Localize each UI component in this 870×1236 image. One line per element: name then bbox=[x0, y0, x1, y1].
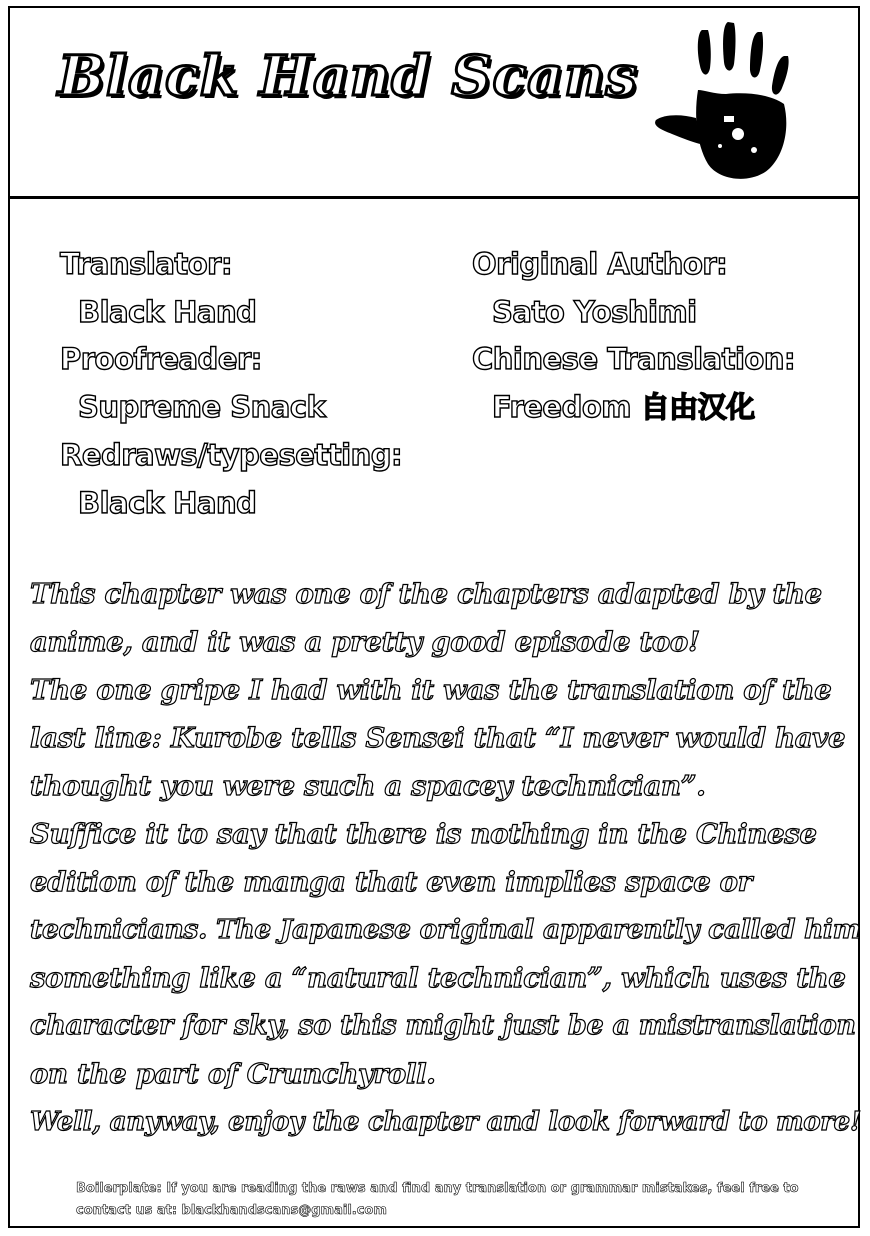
credit-role-original-author: Original Author: bbox=[472, 247, 728, 281]
note-line: on the part of Crunchyroll. bbox=[30, 1058, 436, 1090]
credit-role-proofreader: Proofreader: bbox=[60, 342, 262, 376]
note-line: Suffice it to say that there is nothing in the Chinese bbox=[30, 818, 817, 850]
note-line: edition of the manga that even implies space or bbox=[30, 866, 752, 898]
credit-name-translator: Black Hand bbox=[78, 295, 257, 329]
translator-note bbox=[30, 570, 866, 1146]
brand-title: Black Hand Scans bbox=[58, 44, 638, 109]
note-line: something like a “natural technician”, which uses the bbox=[30, 962, 846, 994]
boilerplate-line: Boilerplate: If you are reading the raws and find any translation or grammar mistakes, feel free to bbox=[76, 1181, 799, 1196]
note-line: The one gripe I had with it was the translation of the bbox=[30, 674, 832, 706]
note-line: last line: Kurobe tells Sensei that “I never would have bbox=[30, 722, 846, 754]
header-divider bbox=[8, 196, 860, 199]
boilerplate-line: contact us at: blackhandscans@gmail.com bbox=[76, 1203, 387, 1218]
credit-name-redraws: Black Hand bbox=[78, 486, 257, 520]
note-line: technicians. The Japanese original apparently called him bbox=[30, 914, 861, 945]
credit-role-chinese-translation: Chinese Translation: bbox=[472, 342, 796, 376]
boilerplate-contact bbox=[76, 1178, 816, 1222]
credit-role-translator: Translator: bbox=[60, 247, 233, 281]
black-handprint-icon bbox=[650, 18, 810, 188]
note-line: Well, anyway, enjoy the chapter and look forward to more! bbox=[30, 1107, 862, 1137]
note-line: This chapter was one of the chapters adapted by the bbox=[30, 578, 822, 610]
credit-name-proofreader: Supreme Snack bbox=[78, 390, 326, 424]
note-line: thought you were such a spacey technician”. bbox=[30, 770, 706, 802]
note-line: character for sky, so this might just be a mistranslation bbox=[30, 1010, 856, 1041]
credit-name-original-author: Sato Yoshimi bbox=[492, 295, 697, 329]
credit-role-redraws: Redraws/typesetting: bbox=[60, 438, 403, 472]
credit-name-chinese-translation: Freedom 自由汉化 bbox=[492, 390, 755, 424]
note-line: anime, and it was a pretty good episode too! bbox=[30, 626, 700, 658]
